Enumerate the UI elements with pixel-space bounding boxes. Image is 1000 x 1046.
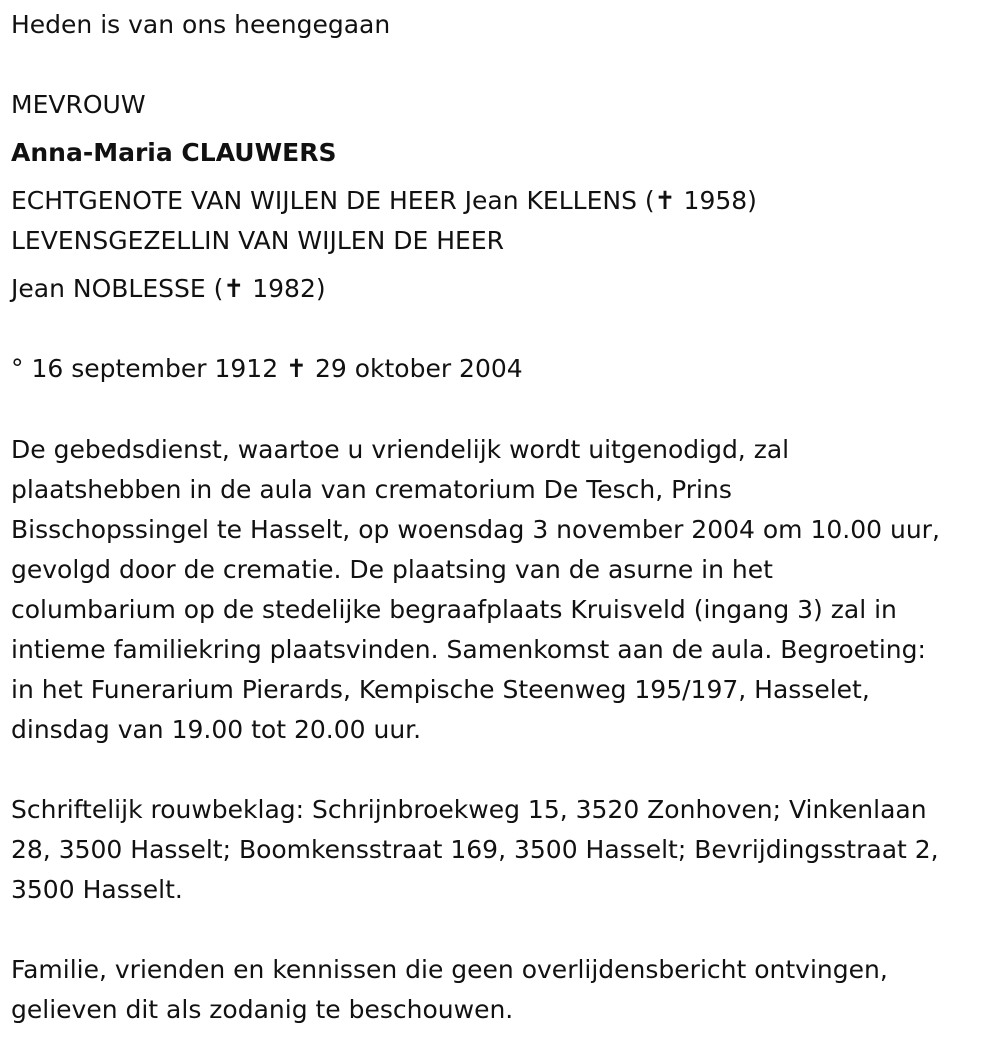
- service-line: intieme familiekring plaatsvinden. Samenkomst aan de aula. Begroeting:: [11, 635, 926, 664]
- service-line: in het Funerarium Pierards, Kempische Steenweg 195/197, Hasselet,: [11, 675, 870, 704]
- service-line: plaatshebben in de aula van crematorium De Tesch, Prins: [11, 475, 732, 504]
- closing-paragraph: [11, 950, 996, 1030]
- service-paragraph: [11, 430, 996, 750]
- condolence-paragraph: [11, 790, 996, 910]
- service-line: dinsdag van 19.00 tot 20.00 uur.: [11, 715, 422, 744]
- salutation: MEVROUW: [11, 90, 146, 119]
- partner-line-2: Jean NOBLESSE (✝ 1982): [11, 274, 326, 303]
- closing-line: Familie, vrienden en kennissen die geen overlijdensbericht ontvingen,: [11, 955, 888, 984]
- intro-line: Heden is van ons heengegaan: [11, 10, 391, 39]
- service-line: Bisschopssingel te Hasselt, op woensdag 3 november 2004 om 10.00 uur,: [11, 515, 940, 544]
- service-line: De gebedsdienst, waartoe u vriendelijk wordt uitgenodigd, zal: [11, 435, 790, 464]
- condolence-line: 3500 Hasselt.: [11, 875, 183, 904]
- condolence-line: 28, 3500 Hasselt; Boomkensstraat 169, 3500 Hasselt; Bevrijdingsstraat 2,: [11, 835, 939, 864]
- service-line: columbarium op de stedelijke begraafplaats Kruisveld (ingang 3) zal in: [11, 595, 897, 624]
- partner-line-1: LEVENSGEZELLIN VAN WIJLEN DE HEER: [11, 226, 505, 255]
- deceased-name: Anna-Maria CLAUWERS: [11, 138, 337, 167]
- spouse-line: ECHTGENOTE VAN WIJLEN DE HEER Jean KELLENS (✝ 1958): [11, 186, 757, 215]
- life-dates: ° 16 september 1912 ✝ 29 oktober 2004: [11, 354, 523, 383]
- condolence-line: Schriftelijk rouwbeklag: Schrijnbroekweg 15, 3520 Zonhoven; Vinkenlaan: [11, 795, 927, 824]
- service-line: gevolgd door de crematie. De plaatsing van de asurne in het: [11, 555, 773, 584]
- closing-line: gelieven dit als zodanig te beschouwen.: [11, 995, 514, 1024]
